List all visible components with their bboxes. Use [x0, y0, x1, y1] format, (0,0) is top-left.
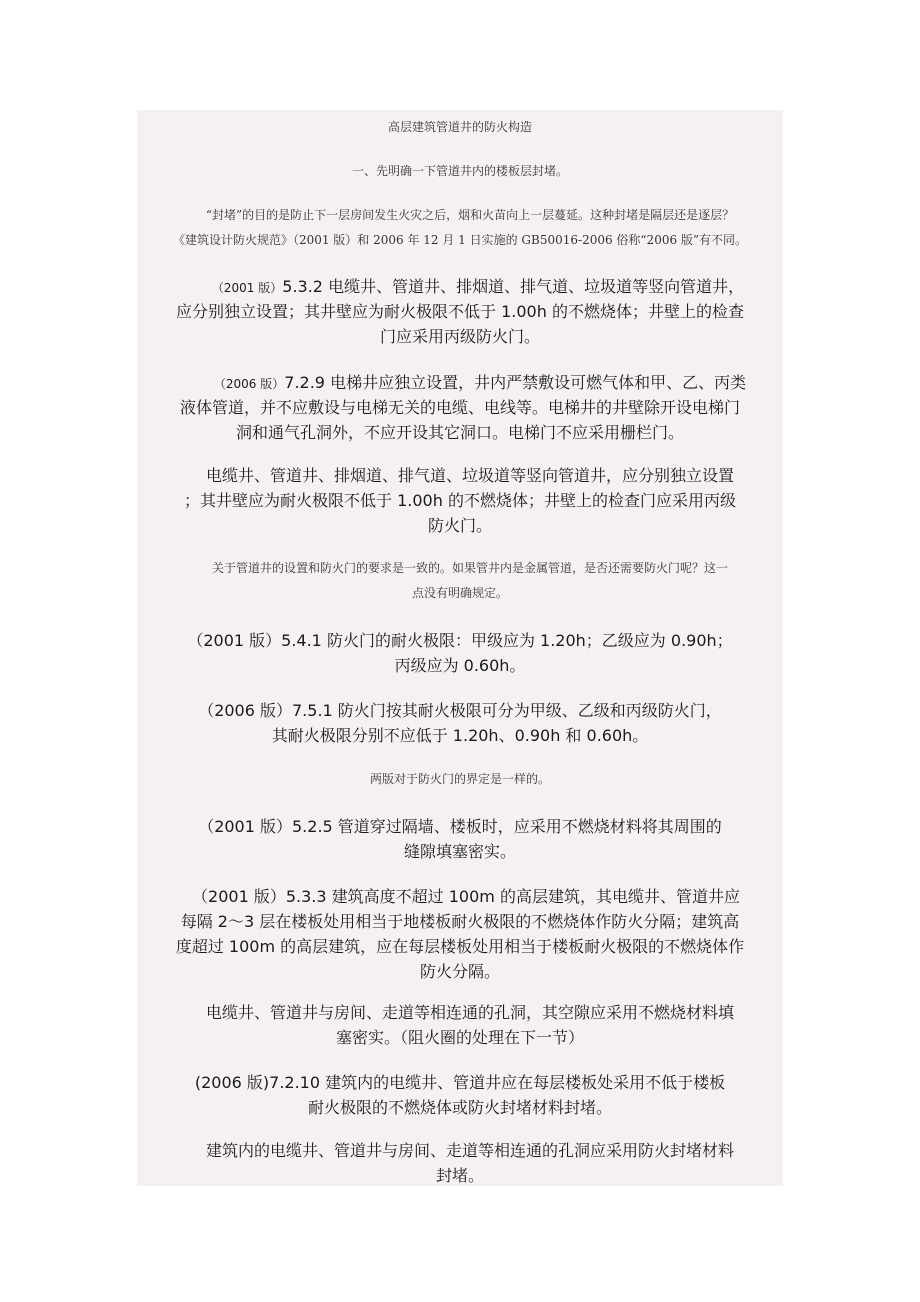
paragraph-2006-7210-line-2: 耐火极限的不燃烧体或防火封堵材料封堵。 [307, 1098, 612, 1117]
paragraph-shaft-line-2: ；其井壁应为耐火极限不低于 1.00h 的不燃烧体；井壁上的检查门应采用丙级 [184, 491, 736, 510]
paragraph-2006-751-line-1: （2006 版）7.5.1 防火门按其耐火极限可分为甲级、乙级和丙级防火门， [198, 701, 722, 720]
paragraph-openings-line-1: 电缆井、管道井与房间、走道等相连通的孔洞，其空隙应采用不燃烧材料填 [205, 1003, 734, 1022]
paragraph-shaft-line-1: 电缆井、管道井、排烟道、排气道、垃圾道等竖向管道井，应分别独立设置 [205, 466, 734, 485]
paragraph-shaft-line-3: 防火门。 [427, 516, 492, 535]
paragraph-2006-7210-line-1: (2006 版)7.2.10 建筑内的电缆井、管道井应在每层楼板处采用不低于楼板 [194, 1073, 726, 1092]
section-heading: 一、先明确一下管道井内的楼板层封堵。 [351, 164, 568, 178]
paragraph-2001-532-line-3: 门应采用丙级防火门。 [379, 327, 540, 346]
paragraph-2001-541-line-1: （2001 版）5.4.1 防火门的耐火极限：甲级应为 1.20h；乙级应为 0.90h； [187, 631, 733, 650]
paragraph-2001-533-line-3: 度超过 100m 的高层建筑，应在每层楼板处用相当于楼板耐火极限的不燃烧体作 [175, 937, 745, 956]
paragraph-2006-751-line-2: 其耐火极限分别不应低于 1.20h、0.90h 和 0.60h。 [271, 726, 649, 745]
paragraph-2001-525-line-1: （2001 版）5.2.5 管道穿过隔墙、楼板时，应采用不燃烧材料将其周围的 [198, 817, 722, 836]
note-line-1: 关于管道井的设置和防火门的要求是一致的。如果管井内是金属管道，是否还需要防火门呢？这一 [211, 561, 728, 575]
edition-tag: （2001 版） [211, 281, 283, 295]
paragraph-2001-532-line-1: （2001 版）5.3.2 电缆井、管道井、排烟道、排气道、垃圾道等竖向管道井， [211, 277, 745, 296]
paragraph-2006-729-line-1: （2006 版）7.2.9 电梯井应独立设置，井内严禁敷设可燃气体和甲、乙、丙类 [213, 373, 747, 392]
edition-tag: （2006 版） [213, 377, 285, 391]
paragraph-sealing-line-2: 封堵。 [435, 1166, 484, 1185]
paragraph-2001-533-line-1: （2001 版）5.3.3 建筑高度不超过 100m 的高层建筑，其电缆井、管道井应 [192, 887, 740, 906]
intro-line-2: 《建筑设计防火规范》（2001 版）和 2006 年 12 月 1 日实施的 GB50016-2006 俗称“2006 版”有不同。 [172, 233, 748, 247]
paragraph-openings-line-2: 塞密实。（阻火圈的处理在下一节） [335, 1028, 584, 1047]
paragraph-2001-533-line-2: 每隔 2～3 层在楼板处用相当于地楼板耐火极限的不燃烧体作防火分隔；建筑高 [180, 912, 740, 931]
paragraph-2001-541-line-2: 丙级应为 0.60h。 [394, 656, 526, 675]
intro-line-1: “封堵”的目的是防止下一层房间发生火灾之后，烟和火苗向上一层蔓延。这种封堵是隔层还是逐层？ [205, 208, 735, 222]
document-title: 高层建筑管道井的防火构造 [387, 120, 532, 134]
paragraph-sealing-line-1: 建筑内的电缆井、管道井与房间、走道等相连通的孔洞应采用防火封堵材料 [205, 1141, 734, 1160]
paragraph-2001-525-line-2: 缝隙填塞密实。 [403, 842, 516, 861]
paragraph-2006-729-line-3: 洞和通气孔洞外，不应开设其它洞口。电梯门不应采用栅栏门。 [235, 423, 684, 442]
document-page [137, 110, 783, 1186]
paragraph-2001-533-line-4: 防火分隔。 [419, 962, 500, 981]
paragraph-2001-532-line-2: 应分别独立设置；其井壁应为耐火极限不低于 1.00h 的不燃烧体；井壁上的检查 [176, 302, 744, 321]
note-line-2: 点没有明确规定。 [411, 586, 508, 600]
paragraph-2006-729-line-2: 液体管道，并不应敷设与电梯无关的电缆、电线等。电梯井的井壁除开设电梯门 [179, 398, 740, 417]
note-same-definition: 两版对于防火门的界定是一样的。 [369, 772, 550, 786]
